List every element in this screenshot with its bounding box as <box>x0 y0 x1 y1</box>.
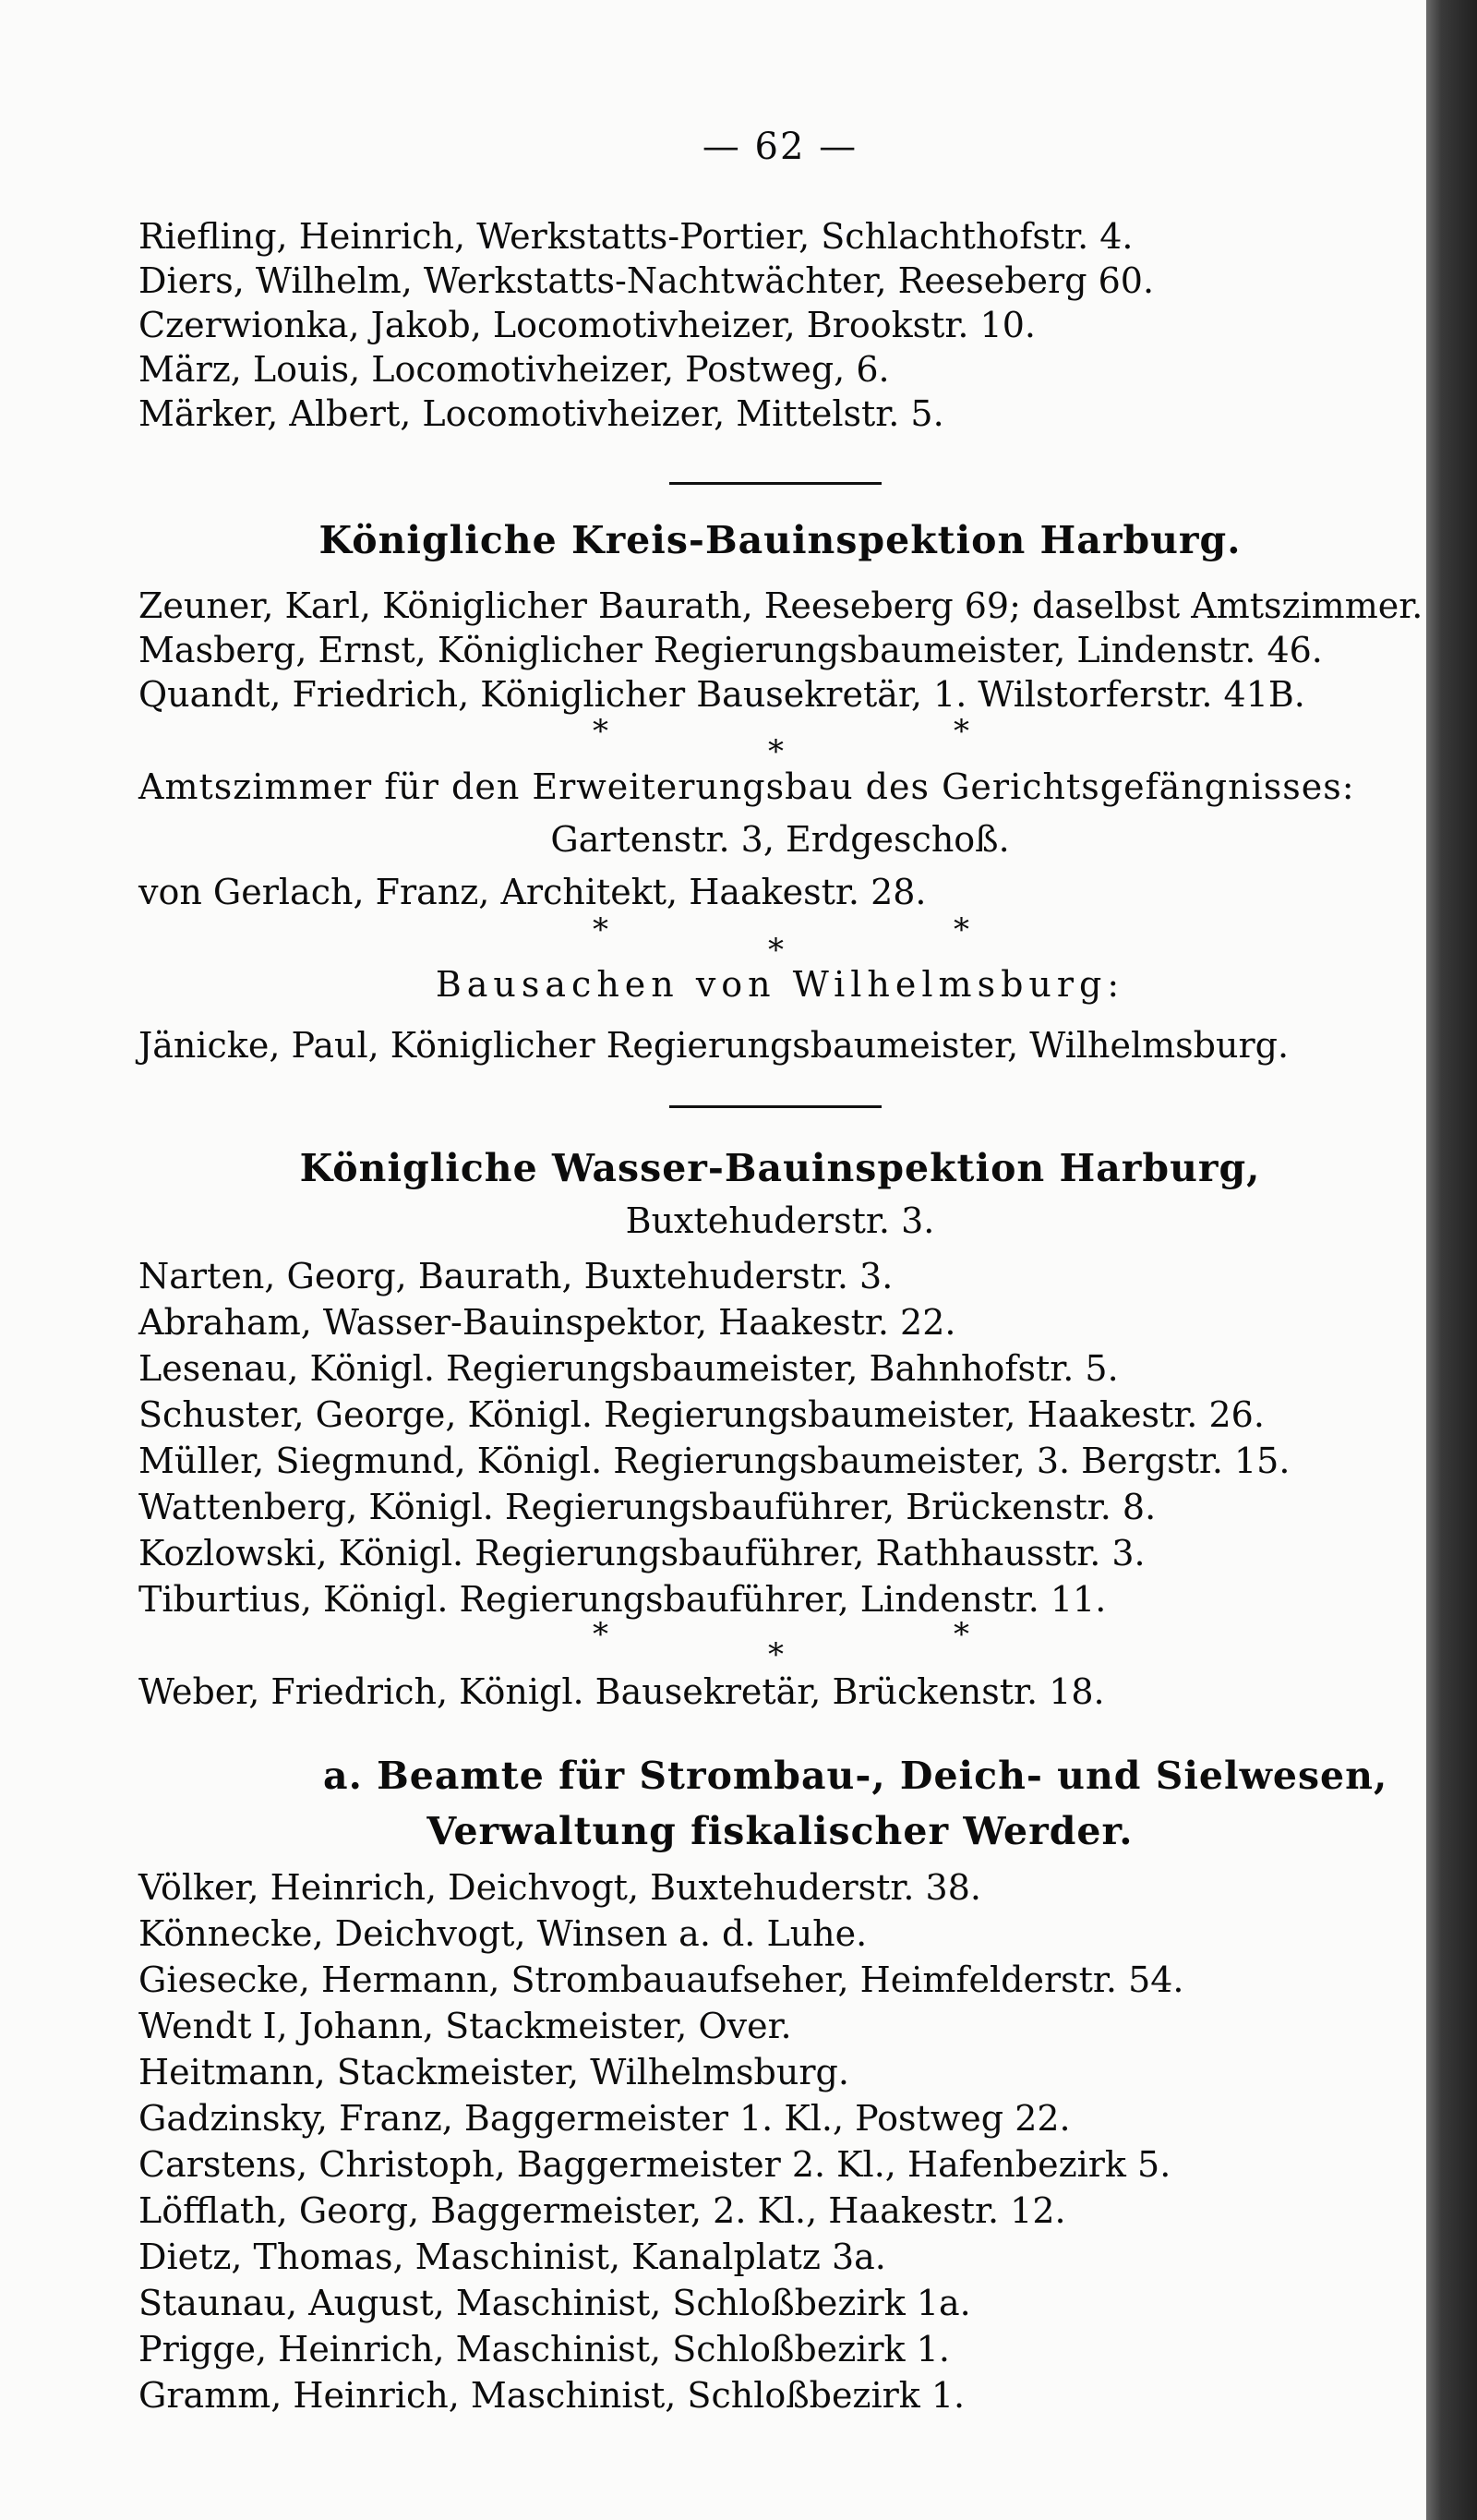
section-divider <box>669 482 882 485</box>
asterisk: * <box>593 1616 608 1653</box>
entry-line: Kozlowski, Königl. Regierungsbauführer, Rathhausstr. 3. <box>138 1533 1146 1573</box>
entry-line: Abraham, Wasser-Bauinspektor, Haakestr. 22. <box>138 1302 956 1343</box>
asterism-separator <box>138 1616 1422 1674</box>
entry-line: Löfflath, Georg, Baggermeister, 2. Kl., Haakestr. 12. <box>138 2190 1066 2231</box>
entry-line: Narten, Georg, Baurath, Buxtehuderstr. 3. <box>138 1256 894 1296</box>
entry-line: Jänicke, Paul, Königlicher Regierungsbaumeister, Wilhelmsburg. <box>138 1025 1290 1066</box>
section-heading-wasser: Königliche Wasser-Bauinspektion Harburg, <box>299 1146 1261 1190</box>
page-edge-shadow <box>1426 0 1477 2520</box>
asterism-separator <box>138 911 1422 970</box>
entry-line: Weber, Friedrich, Königl. Bausekretär, Brückenstr. 18. <box>138 1671 1105 1712</box>
entry-line: Diers, Wilhelm, Werkstatts-Nachtwächter, Reeseberg 60. <box>138 260 1155 301</box>
page-number: — 62 — <box>702 126 859 168</box>
entry-line: Zeuner, Karl, Königlicher Baurath, Reeseberg 69; daselbst Amtszimmer. <box>138 585 1423 626</box>
entry-line: Prigge, Heinrich, Maschinist, Schloßbezirk 1. <box>138 2329 950 2369</box>
entry-line: Czerwionka, Jakob, Locomotivheizer, Brookstr. 10. <box>138 305 1036 345</box>
asterisk: * <box>954 1616 969 1653</box>
section-heading-a-line1: a. Beamte für Strombau-, Deich- und Sielwesen, <box>323 1754 1388 1798</box>
address-line: Buxtehuderstr. 3. <box>625 1200 935 1241</box>
section-heading-kreis: Königliche Kreis-Bauinspektion Harburg. <box>318 518 1242 562</box>
address-line: Gartenstr. 3, Erdgeschoß. <box>550 819 1010 860</box>
entry-line: Schuster, George, Königl. Regierungsbaumeister, Haakestr. 26. <box>138 1394 1265 1435</box>
subsection-heading-wilhelmsburg: Bausachen von Wilhelmsburg: <box>435 964 1125 1005</box>
entry-line: Amtszimmer für den Erweiterungsbau des Gerichtsgefängnisses: <box>138 766 1355 807</box>
entry-line: Wattenberg, Königl. Regierungsbauführer, Brückenstr. 8. <box>138 1487 1157 1527</box>
asterisk: * <box>768 932 784 969</box>
asterisk: * <box>954 713 969 750</box>
entry-line: Masberg, Ernst, Königlicher Regierungsbaumeister, Lindenstr. 46. <box>138 630 1323 670</box>
entry-line: Müller, Siegmund, Königl. Regierungsbaumeister, 3. Bergstr. 15. <box>138 1441 1291 1481</box>
asterisk: * <box>768 733 784 770</box>
entry-line: Tiburtius, Königl. Regierungsbauführer, Lindenstr. 11. <box>138 1579 1107 1620</box>
entry-line: Völker, Heinrich, Deichvogt, Buxtehuderstr. 38. <box>138 1867 981 1908</box>
entry-line: Giesecke, Hermann, Strombauaufseher, Heimfelderstr. 54. <box>138 1959 1184 2000</box>
entry-line: Quandt, Friedrich, Königlicher Bausekretär, 1. Wilstorferstr. 41B. <box>138 674 1305 715</box>
section-divider <box>669 1105 882 1108</box>
entry-line: Könnecke, Deichvogt, Winsen a. d. Luhe. <box>138 1913 868 1954</box>
entry-line: Gadzinsky, Franz, Baggermeister 1. Kl., Postweg 22. <box>138 2098 1071 2139</box>
entry-line: Riefling, Heinrich, Werkstatts-Portier, Schlachthofstr. 4. <box>138 216 1134 257</box>
entry-line: Dietz, Thomas, Maschinist, Kanalplatz 3a. <box>138 2237 886 2277</box>
asterism-separator <box>138 713 1422 771</box>
asterisk: * <box>593 911 608 948</box>
entry-line: Heitmann, Stackmeister, Wilhelmsburg. <box>138 2052 849 2092</box>
entry-line: März, Louis, Locomotivheizer, Postweg, 6. <box>138 349 890 390</box>
entry-line: Wendt I, Johann, Stackmeister, Over. <box>138 2006 792 2046</box>
section-heading-a-line2: Verwaltung fiskalischer Werder. <box>426 1809 1134 1853</box>
entry-line: Staunau, August, Maschinist, Schloßbezirk 1a. <box>138 2283 971 2323</box>
entry-line: Lesenau, Königl. Regierungsbaumeister, Bahnhofstr. 5. <box>138 1348 1119 1389</box>
entry-line: Gramm, Heinrich, Maschinist, Schloßbezirk 1. <box>138 2375 966 2416</box>
asterisk: * <box>593 713 608 750</box>
entry-line: von Gerlach, Franz, Architekt, Haakestr. 28. <box>138 872 927 912</box>
asterisk: * <box>768 1636 784 1673</box>
asterisk: * <box>954 911 969 948</box>
entry-line: Carstens, Christoph, Baggermeister 2. Kl., Hafenbezirk 5. <box>138 2144 1171 2185</box>
entry-line: Märker, Albert, Locomotivheizer, Mittelstr. 5. <box>138 393 944 434</box>
